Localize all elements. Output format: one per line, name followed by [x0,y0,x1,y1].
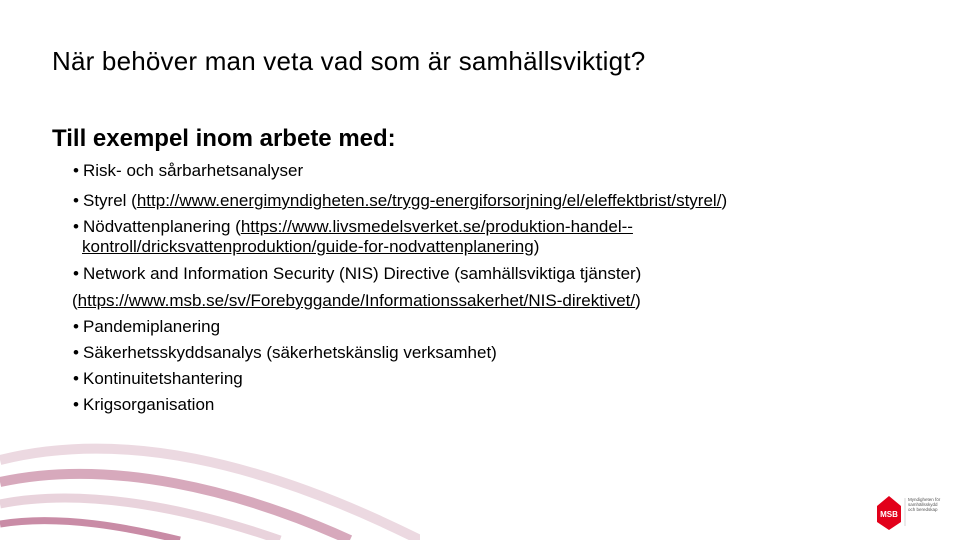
nodvatten-link[interactable]: https://www.livsmedelsverket.se/produktion-handel-- [240,217,633,236]
list-item-text: Nödvattenplanering ( [83,217,241,236]
bullet-icon: • [73,217,79,236]
list-item-text: ( [72,291,78,310]
bullet-icon: • [73,191,79,210]
bullet-icon: • [73,317,79,336]
list-item-continuation [82,237,539,257]
logo-text: Myndigheten för samhällsskydd och beredskap [908,497,941,512]
list-item-text: ) [635,291,641,310]
section-subtitle: Till exempel inom arbete med: [52,125,396,152]
nodvatten-link-continued[interactable]: kontroll/dricksvattenproduktion/guide-for-nodvattenplanering [82,237,534,256]
list-item [73,317,220,337]
list-item [73,343,497,363]
logo-mark: MSB [880,510,898,519]
list-item-text: Styrel ( [83,191,137,210]
page-title: När behöver man veta vad som är samhällsviktigt? [52,46,646,76]
list-item-continuation [72,291,641,311]
list-item [73,191,727,211]
list-item [73,217,633,237]
list-item [73,264,641,284]
list-item-text: ) [533,237,540,256]
list-item-text: Kontinuitetshantering [83,369,243,388]
bullet-icon: • [73,343,79,362]
list-item-text: Pandemiplanering [83,317,221,336]
list-item [73,161,303,181]
list-item [73,369,243,389]
list-item-text: Säkerhetsskyddsanalys (säkerhetskänslig verksamhet) [83,343,497,362]
list-item [73,395,214,415]
styrel-link[interactable]: http://www.energimyndigheten.se/trygg-energiforsorjning/el/eleffektbrist/styrel/ [136,191,722,210]
bullet-icon: • [73,369,79,388]
nis-link[interactable]: https://www.msb.se/sv/Forebyggande/Informationssakerhet/NIS-direktivet/ [77,291,636,310]
list-item-text: ) [721,191,728,210]
bullet-icon: • [73,264,79,283]
list-item-text: Risk- och sårbarhetsanalyser [83,161,304,180]
decorative-swoosh [0,420,420,540]
list-item-text: Krigsorganisation [83,395,215,414]
bullet-icon: • [73,161,79,180]
bullet-icon: • [73,395,79,414]
list-item-text: Network and Information Security (NIS) Directive (samhällsviktiga tjänster) [83,264,642,283]
